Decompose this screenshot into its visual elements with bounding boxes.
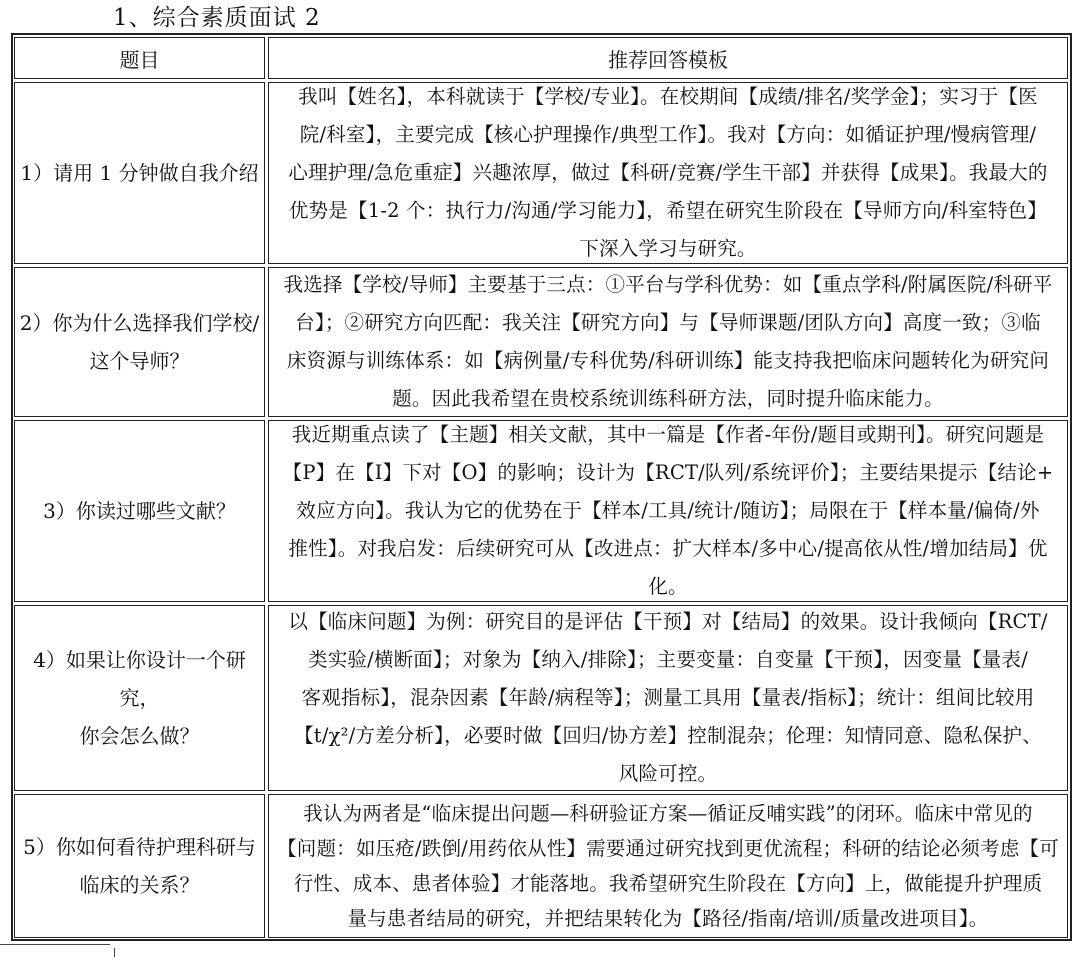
- table-row-question: [14, 794, 265, 938]
- table-row-question: [14, 605, 265, 791]
- table-row-question: [14, 420, 265, 602]
- table-row-question: [14, 267, 265, 417]
- text-cursor-mark: [114, 948, 115, 957]
- answer-line: 题。因此我希望在贵校系统训练科研方法，同时提升临床能力。: [392, 387, 944, 410]
- question-line: 2）你为什么选择我们学校/: [19, 311, 260, 335]
- column-header-question: 题目: [14, 37, 265, 79]
- table-row-answer: [268, 267, 1068, 417]
- question-line: 3）你读过哪些文献？: [43, 499, 236, 523]
- page-divider: [0, 944, 110, 945]
- answer-line: 下深入学习与研究。: [579, 237, 757, 260]
- answer-line: 量与患者结局的研究，并把结果转化为【路径/指南/培训/质量改进项目】。: [347, 907, 989, 930]
- answer-line: 台】；②研究方向匹配：我关注【研究方向】与【导师课题/团队方向】高度一致；③临: [295, 311, 1041, 334]
- section-heading: 1、综合素质面试 2: [113, 5, 321, 31]
- answer-line: 床资源与训练体系：如【病例量/专科优势/科研训练】能支持我把临床问题转化为研究问: [286, 349, 1050, 372]
- question-line: 5）你如何看待护理科研与: [23, 835, 256, 859]
- answer-line: 风险可控。: [618, 762, 718, 785]
- answer-line: 类实验/横断面】；对象为【纳入/排除】；主要变量：自变量【干预】，因变量【量表/: [308, 648, 1028, 671]
- table-row-answer: [268, 420, 1068, 602]
- answer-line: 心理护理/急危重症】兴趣浓厚，做过【科研/竞赛/学生干部】并获得【成果】。我最大的: [288, 161, 1048, 184]
- question-line: 临床的关系？: [79, 873, 200, 897]
- answer-line: 【问题：如压疮/跌倒/用药依从性】需要通过研究找到更优流程；科研的结论必须考虑【可: [277, 837, 1059, 860]
- answer-line: 我近期重点读了【主题】相关文献，其中一篇是【作者-年份/题目或期刊】。研究问题是: [291, 423, 1045, 446]
- answer-line: 行性、成本、患者体验】才能落地。我希望研究生阶段在【方向】上，做能提升护理质: [293, 872, 1043, 895]
- table-row-answer: [268, 605, 1068, 791]
- answer-line: 效应方向】。我认为它的优势在于【样本/工具/统计/随访】；局限在于【样本量/偏倚/外: [296, 499, 1040, 522]
- table-row-question: [14, 82, 265, 264]
- answer-line: 我认为两者是“临床提出问题—科研验证方案—循证反哺实践”的闭环。临床中常见的: [303, 802, 1033, 825]
- question-line: 4）如果让你设计一个研究，: [33, 648, 246, 710]
- question-line: 1）请用 1 分钟做自我介绍: [20, 161, 259, 185]
- answer-line: 优势是【1-2 个：执行力/沟通/学习能力】，希望在研究生阶段在【导师方向/科室特色】: [288, 199, 1048, 222]
- answer-line: 我叫【姓名】，本科就读于【学校/专业】。在校期间【成绩/排名/奖学金】；实习于【医: [298, 85, 1038, 108]
- question-line: 这个导师？: [89, 349, 190, 373]
- table-row-answer: [268, 794, 1068, 938]
- column-header-answer: 推荐回答模板: [268, 37, 1068, 79]
- table-row-answer: [268, 82, 1068, 264]
- answer-line: 化。: [648, 575, 688, 598]
- answer-line: 【P】在【I】下对【O】的影响；设计为【RCT/队列/系统评价】；主要结果提示【结论+: [282, 461, 1054, 484]
- answer-line: 以【临床问题】为例：研究目的是评估【干预】对【结局】的效果。设计我倾向【RCT/: [288, 610, 1048, 633]
- answer-line: 推性】。对我启发：后续研究可从【改进点：扩大样本/多中心/提高依从性/增加结局】优: [288, 537, 1048, 560]
- answer-line: 客观指标】，混杂因素【年龄/病程等】；测量工具用【量表/指标】；统计：组间比较用: [301, 686, 1035, 709]
- answer-line: 我选择【学校/导师】主要基于三点：①平台与学科优势：如【重点学科/附属医院/科研平: [283, 273, 1053, 296]
- question-line: 你会怎么做？: [79, 724, 200, 748]
- answer-line: 【t/χ²/方差分析】，必要时做【回归/协方差】控制混杂；伦理：知情同意、隐私保护、: [294, 724, 1042, 747]
- answer-line: 院/科室】，主要完成【核心护理操作/典型工作】。我对【方向：如循证护理/慢病管理/: [299, 123, 1037, 146]
